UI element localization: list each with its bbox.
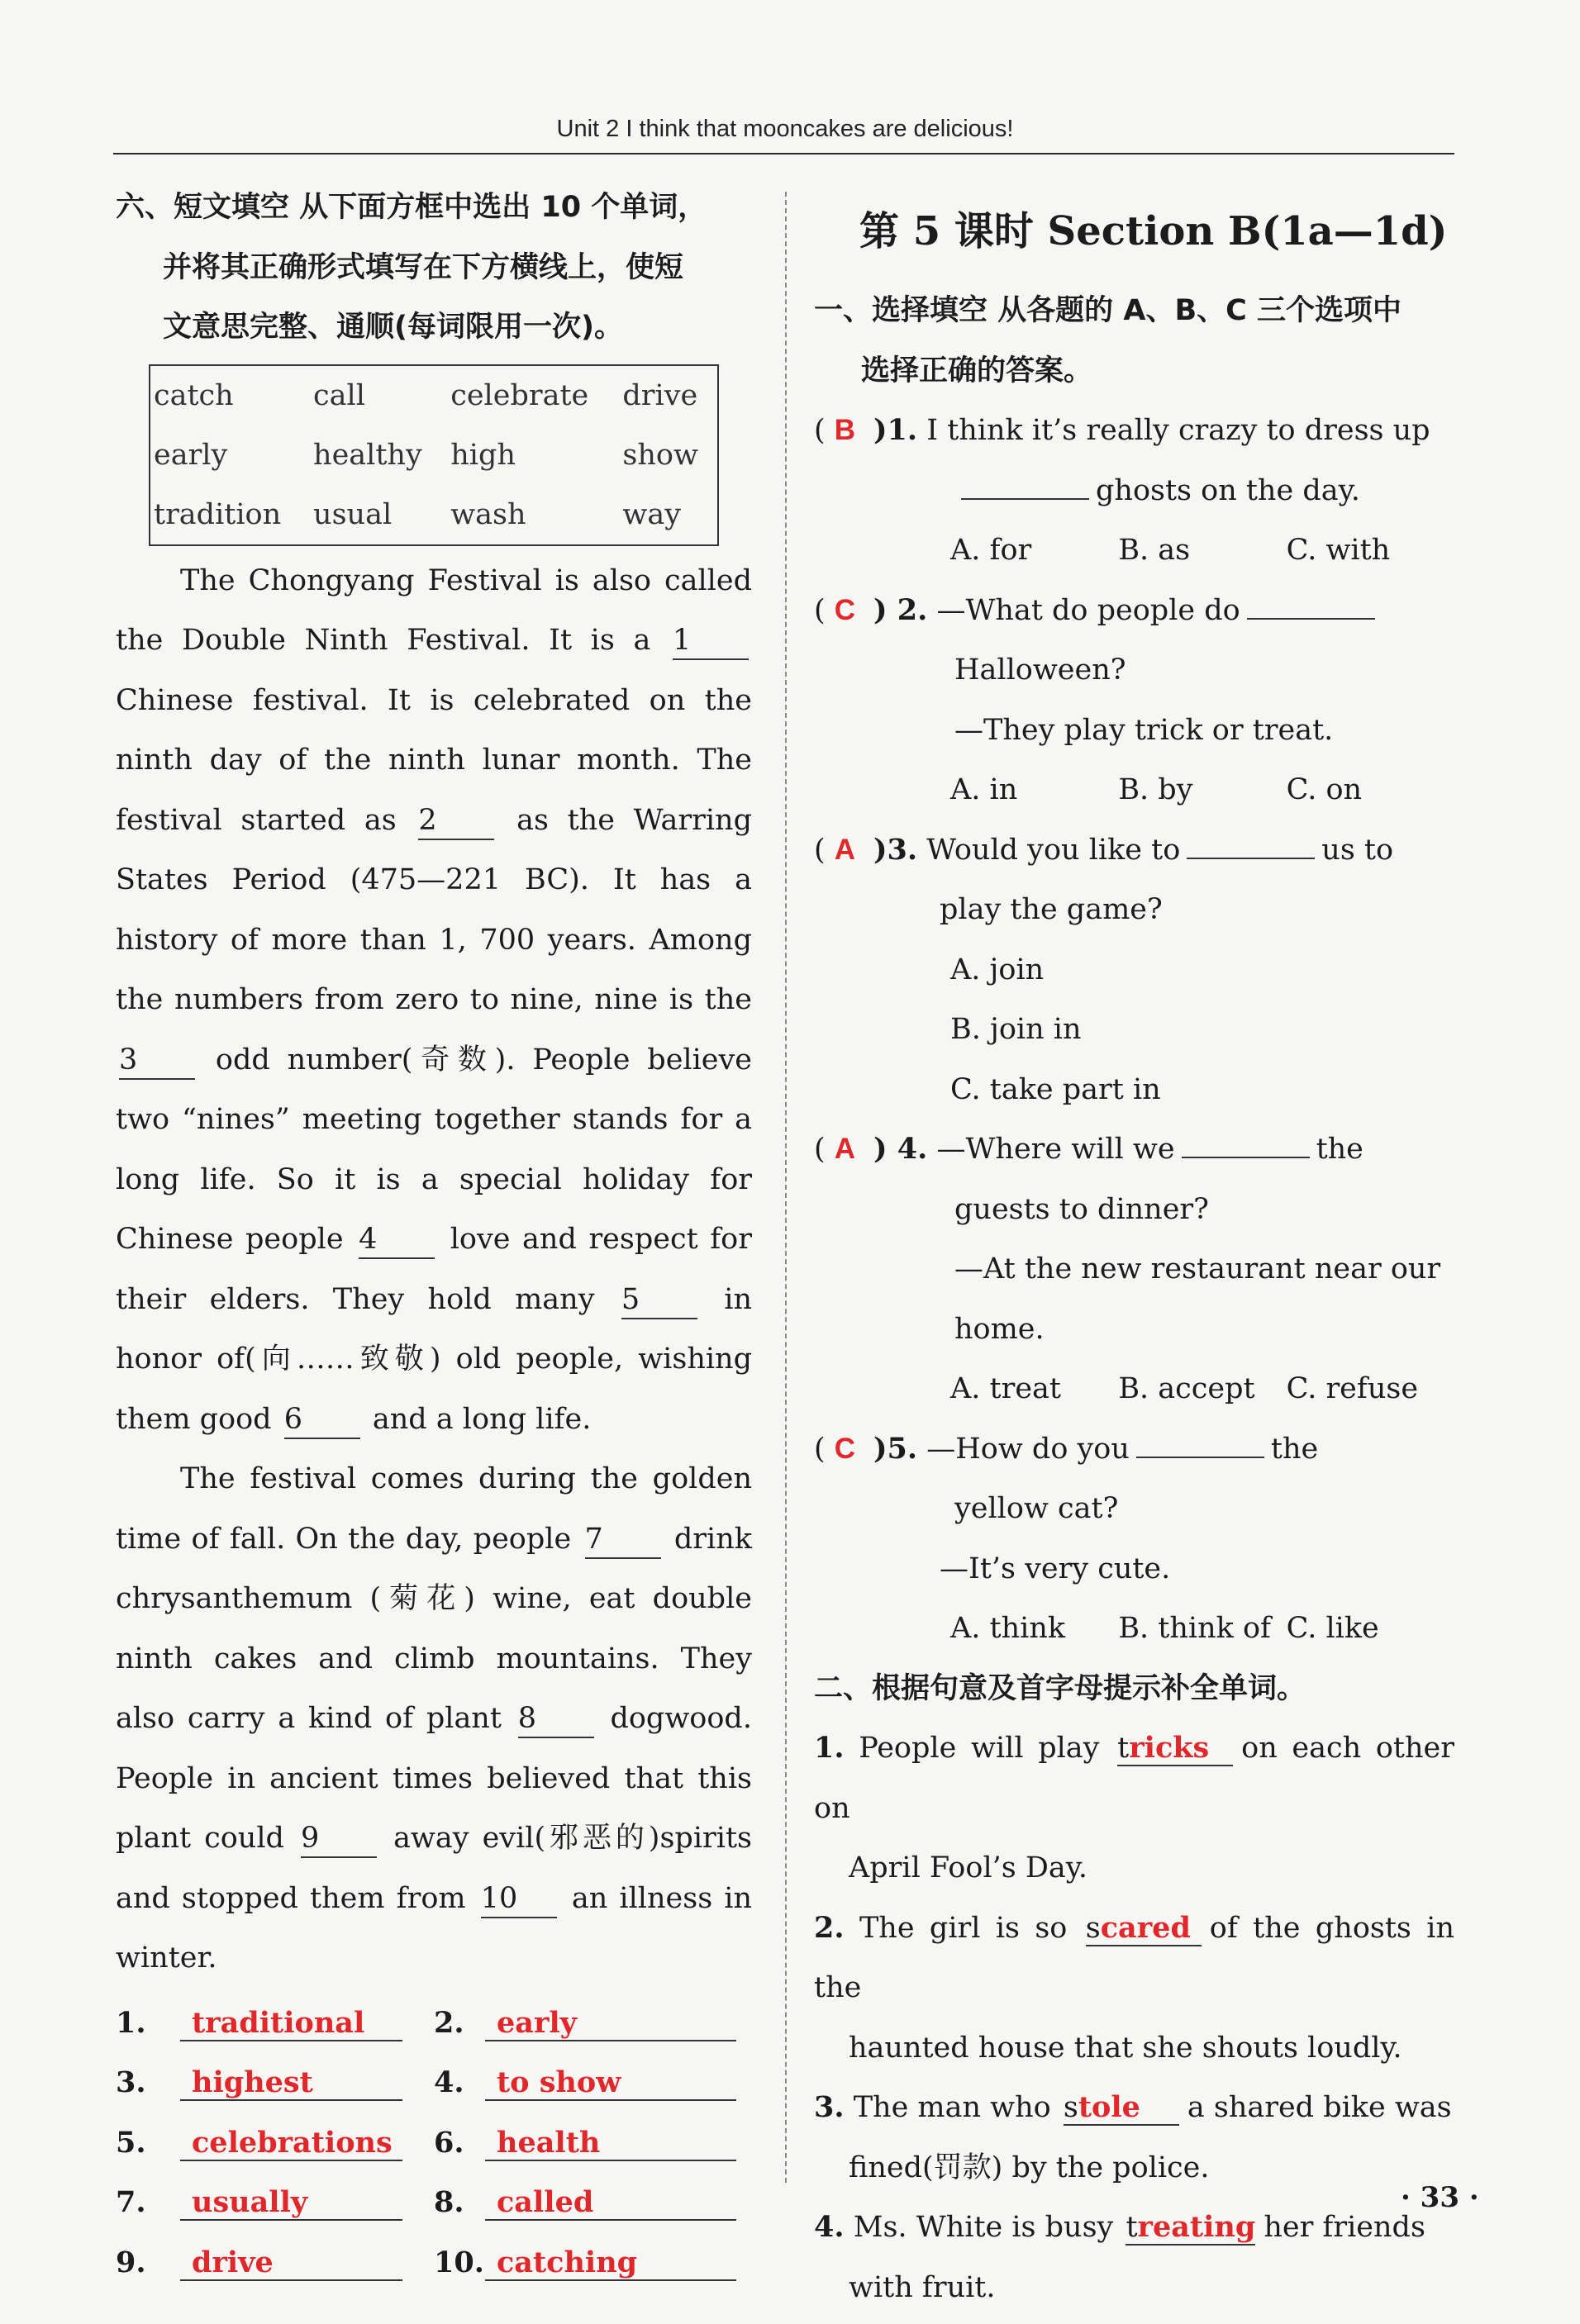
header-rule [113,153,1454,154]
hint-field[interactable]: tricks [1117,1732,1233,1766]
options [814,1599,1454,1659]
answer-line: 4. to show [434,2053,752,2113]
passage-blank[interactable]: 1 [673,622,749,660]
question-5: ( C )5. —How do you the yellow cat? —It’s very cute. A. think B. think of C. like [814,1419,1454,1659]
answer-field[interactable]: catching [485,2246,736,2281]
word-box-row: catch call celebrate drive [154,378,698,412]
options [814,520,1454,581]
hint-field[interactable]: stole [1064,2091,1179,2126]
fill-item: 4. Ms. White is busy treating her friends with fruit. [814,2210,1425,2304]
lesson-title: 第 5 课时 Section B(1a—1d) [859,208,1448,254]
option[interactable]: B. by [1118,773,1193,806]
answer-line: 7. usually [116,2173,434,2233]
passage-blank[interactable]: 9 [301,1820,377,1858]
answer-line: 10. catching [434,2233,752,2293]
answer-letter[interactable]: C [834,1432,856,1465]
answer-letter[interactable]: C [834,593,856,626]
option[interactable]: C. with [1286,534,1391,567]
question-blank[interactable] [1182,1132,1310,1158]
passage-blank[interactable]: 4 [359,1221,435,1259]
word-box-row: tradition usual wash way [154,497,681,531]
passage-blank[interactable]: 2 [418,802,494,840]
passage-blank[interactable]: 3 [119,1042,195,1080]
passage-blank[interactable]: 10 [481,1880,557,1918]
answer-field[interactable]: called [485,2186,736,2221]
options [814,760,1454,820]
fill-item: 2. The girl is so scared of the ghosts in the haunted house that she shouts loudly. [814,1910,1454,2065]
passage-paragraph-1: The Chongyang Festival is also called the Double Ninth Festival. It is a 1 Chinese festival. It is celebrated on the ninth day of the ninth lunar month. The festival started as 2 as the Warring States Period (475—221 BC). It has a history of more than 1, 700 years. Among the numbers from zero to nine, nine is the 3 odd number(奇数). People believe two “nines” meeting together stands for a long life. So it is a special holiday for Chinese people 4 love and respect for their elders. They hold many 5 in honor of(向……致敬) old people, wishing them good 6 and a long life. [116,551,752,1450]
answer-line: 9. drive [116,2233,434,2293]
passage-blank[interactable]: 5 [621,1281,697,1319]
answer-field[interactable]: usually [180,2186,402,2221]
hint-field[interactable]: treating [1126,2210,1256,2244]
option[interactable]: B. think of [1118,1612,1272,1645]
fill-item: 1. People will play tricks on each other on April Fool’s Day. [814,1731,1454,1884]
options [814,1359,1454,1419]
answer-field[interactable]: health [485,2127,736,2161]
answer-field[interactable]: drive [180,2246,402,2281]
running-header: Unit 2 I think that mooncakes are delicious! [556,116,1014,142]
option[interactable]: C. like [1286,1612,1379,1645]
passage-blank[interactable]: 8 [518,1700,594,1738]
answer-line: 3. highest [116,2053,434,2113]
answer-letter[interactable]: B [834,414,856,446]
fill-item: 3. The man who stole a shared bike was fined(罚款) by the police. [814,2090,1452,2184]
answer-line: 6. health [434,2113,752,2174]
answer-line: 5. celebrations [116,2113,434,2174]
word-box [149,364,719,546]
passage-blank[interactable]: 6 [284,1401,360,1439]
answer-line: 8. called [434,2173,752,2233]
answer-grid [116,1994,752,2293]
option[interactable]: C. take part in [950,1072,1161,1106]
section-one-heading: 一、选择填空 从各题的 A、B、C 三个选项中 选择正确的答案。 [814,294,1402,387]
answer-field[interactable]: to show [485,2066,736,2101]
option[interactable]: A. for [950,534,1032,567]
option[interactable]: A. join [950,953,1045,986]
option[interactable]: B. as [1118,534,1191,567]
question-blank[interactable] [961,473,1089,500]
answer-field[interactable]: celebrations [180,2127,402,2161]
word-box-row: early healthy high show [154,438,698,472]
option[interactable]: A. in [950,773,1018,806]
right-column [814,207,1454,2317]
page-number: · 33 · [1401,2181,1479,2214]
option[interactable]: A. treat [950,1372,1061,1405]
passage-blank[interactable]: 7 [585,1521,661,1559]
question-2: ( C ) 2. —What do people do Halloween? —They play trick or treat. A. in B. by C. on [814,581,1454,820]
question-blank[interactable] [1247,593,1375,620]
answer-field[interactable]: highest [180,2066,402,2101]
answer-field[interactable]: traditional [180,2007,402,2041]
option[interactable]: A. think [950,1612,1066,1645]
hint-field[interactable]: scared [1086,1912,1202,1946]
answer-line: 1. traditional [116,1994,434,2054]
answer-letter[interactable]: A [834,1133,856,1165]
answer-letter[interactable]: A [834,833,856,866]
section-six-heading: 六、短文填空 从下面方框中选出 10 个单词， 并将其正确形式填写在下方横线上，使短 文意思完整、通顺(每词限用一次)。 [116,191,707,344]
left-column [116,178,752,2293]
option[interactable]: B. join in [950,1013,1082,1046]
answer-line: 2. early [434,1994,752,2054]
column-divider [785,192,787,2183]
section-two-heading: 二、根据句意及首字母提示补全单词。 [814,1671,1306,1705]
question-blank[interactable] [1187,833,1315,859]
option[interactable]: B. accept [1118,1372,1255,1405]
passage-paragraph-2: The festival comes during the golden time of fall. On the day, people 7 drink chrysanthemum (菊花) wine, eat double ninth cakes and climb mountains. They also carry a kind of plant 8 dogwood. People in ancient times believed that this plant could 9 away evil(邪恶的)spirits and stopped them from 10 an illness in winter. [116,1462,752,1975]
question-1: ( B )1. I think it’s really crazy to dress up ghosts on the day. A. for B. as C. with [814,401,1454,581]
option[interactable]: C. on [1286,773,1363,806]
answer-field[interactable]: early [485,2007,736,2041]
question-3: ( A )3. Would you like to us to play the game? A. join B. join in C. take part in [814,820,1454,1120]
question-4: ( A ) 4. —Where will we the guests to dinner? —At the new restaurant near our home. A. treat B. accept C. refuse [814,1119,1454,1419]
option[interactable]: C. refuse [1286,1372,1419,1405]
question-blank[interactable] [1136,1432,1264,1458]
